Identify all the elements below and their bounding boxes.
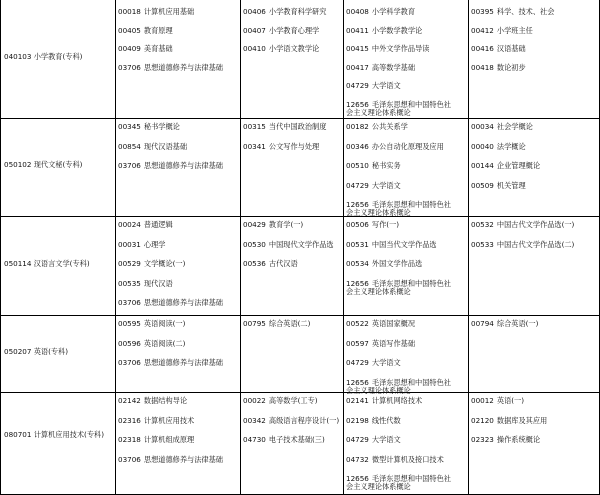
course-name: 教育原理 (143, 25, 173, 35)
course-name: 高级语言程序设计(一) (268, 415, 340, 425)
course-code: 02316 (118, 415, 141, 425)
course-name: 公共关系学 (371, 122, 408, 131)
course-name: 现代汉语 (143, 278, 173, 288)
course-code: 00417 (346, 62, 369, 72)
course-entry (471, 64, 526, 72)
course-name: 写作(一) (371, 220, 400, 229)
course-entry (346, 340, 415, 348)
column-divider (0, 0, 1, 495)
course-code: 00182 (346, 122, 369, 131)
course-entry (471, 123, 533, 131)
course-entry (471, 221, 574, 229)
course-entry (118, 417, 194, 425)
course-code: 00346 (346, 141, 369, 151)
course-name: 秘书实务 (371, 161, 401, 170)
course-name: 美育基础 (143, 44, 173, 53)
course-code: 02141 (346, 396, 369, 405)
course-name: 机关管理 (496, 180, 526, 190)
course-name: 英语写作基础 (371, 338, 416, 348)
course-code: 00034 (471, 122, 494, 131)
course-code: 12656 (346, 278, 369, 288)
program-name: 040103 小学教育(专科) (4, 52, 83, 61)
course-name: 高等数学基础 (371, 62, 416, 72)
course-entry (243, 123, 326, 131)
row-divider (0, 315, 600, 316)
course-entry (118, 221, 173, 229)
course-code: 00531 (346, 239, 369, 249)
course-name: 思想道德修养与法律基础 (143, 454, 223, 464)
course-code: 00012 (471, 396, 494, 405)
course-name: 数论初步 (496, 62, 526, 72)
course-entry (471, 27, 533, 35)
course-code: 00412 (471, 25, 494, 35)
course-entry (471, 436, 540, 444)
course-code: 12656 (346, 474, 369, 483)
course-code: 00506 (346, 220, 369, 229)
course-name: 英语阅读(二) (143, 338, 186, 348)
course-name: 当代中国政治制度 (268, 122, 327, 131)
course-name: 高等数学(工专) (268, 396, 318, 405)
course-entry (118, 456, 223, 464)
course-entry (118, 397, 187, 405)
course-code: 03706 (118, 454, 141, 464)
column-divider (115, 0, 116, 495)
course-code: 02323 (471, 435, 494, 444)
column-divider (343, 0, 344, 495)
course-code: 00534 (346, 259, 369, 268)
course-name: 中国古代文学作品选(二) (496, 239, 575, 249)
course-entry (471, 8, 554, 16)
course-code: 00342 (243, 415, 266, 425)
course-entry (243, 417, 343, 425)
course-name: 电子技术基础(三) (268, 435, 325, 444)
course-name: 大学语文 (371, 180, 401, 190)
course-entry (471, 143, 526, 151)
course-entry (471, 241, 574, 249)
course-code: 00018 (118, 7, 141, 16)
course-entry (118, 143, 187, 151)
course-name: 大学语文 (371, 81, 401, 90)
program-name: 080701 计算机应用技术(专科) (4, 430, 105, 439)
course-name: 微型计算机及接口技术 (371, 454, 444, 464)
course-entry (243, 241, 343, 249)
course-code: 03706 (118, 358, 141, 367)
course-code: 00408 (346, 7, 369, 16)
course-name: 英语阅读(一) (143, 319, 186, 328)
course-code: 00409 (118, 44, 141, 53)
course-name: 公文写作与处理 (268, 141, 320, 151)
course-entry (243, 320, 310, 328)
course-entry (118, 280, 173, 288)
course-entry (118, 162, 223, 170)
course-code: 00595 (118, 319, 141, 328)
course-code: 00416 (471, 44, 494, 53)
course-name: 现代汉语基础 (143, 141, 188, 151)
course-name: 操作系统概论 (496, 435, 541, 444)
course-name: 中国古代文学作品选(一) (496, 220, 575, 229)
program-name: 050114 汉语言文学(专科) (4, 258, 90, 268)
course-code: 00596 (118, 338, 141, 348)
course-entry (346, 417, 401, 425)
program-name: 050207 英语(专科) (4, 346, 69, 356)
course-entry (346, 221, 399, 229)
course-code: 00315 (243, 122, 266, 131)
course-code: 04729 (346, 435, 369, 444)
course-code: 00535 (118, 278, 141, 288)
course-code: 00022 (243, 396, 266, 405)
course-entry (346, 82, 401, 90)
course-code: 02318 (118, 435, 141, 444)
course-code: 00429 (243, 220, 266, 229)
course-entry (243, 260, 298, 268)
course-code: 00411 (346, 25, 369, 35)
course-code: 00395 (471, 7, 494, 16)
program-name: 050102 现代文秘(专科) (4, 160, 83, 169)
course-name: 社会学概论 (496, 122, 533, 131)
course-entry (346, 456, 444, 464)
course-name: 科学、技术、社会 (496, 7, 555, 16)
course-entry (243, 45, 319, 53)
course-code: 04729 (346, 180, 369, 190)
course-entry (346, 123, 408, 131)
course-code: 00532 (471, 220, 494, 229)
course-name: 法学概论 (496, 141, 526, 151)
course-name: 大学语文 (371, 358, 401, 367)
course-entry (346, 436, 401, 444)
course-entry (118, 241, 165, 249)
course-name: 线性代数 (371, 415, 401, 425)
course-entry (346, 101, 454, 118)
row-divider (0, 118, 600, 119)
course-name: 思想道德修养与法律基础 (143, 358, 223, 367)
course-entry (346, 379, 454, 396)
row-divider (0, 392, 600, 393)
course-name: 外国文学作品选 (371, 259, 423, 268)
course-entry (118, 299, 223, 307)
course-name: 计算机组成原理 (143, 435, 195, 444)
course-code: 03706 (118, 161, 141, 170)
course-entry (471, 320, 538, 328)
course-entry (471, 45, 526, 53)
course-entry (346, 45, 429, 53)
course-code: 00530 (243, 239, 266, 249)
course-entry (118, 436, 194, 444)
course-name: 英语国家概况 (371, 319, 416, 328)
course-entry (243, 221, 303, 229)
course-name: 计算机应用基础 (143, 7, 195, 16)
course-entry (243, 27, 319, 35)
course-entry (243, 8, 326, 16)
course-name: 古代汉语 (268, 259, 298, 268)
course-code: 02120 (471, 415, 494, 425)
course-name: 毛泽东思想和中国特色社会主义理论体系概论 (346, 377, 451, 395)
course-name: 综合英语(二) (268, 319, 311, 328)
course-code: 00144 (471, 161, 494, 170)
course-name: 中国现代文学作品选 (268, 239, 334, 249)
course-name: 小学班主任 (496, 25, 533, 35)
course-code: 04729 (346, 358, 369, 367)
course-code: 00024 (118, 220, 141, 229)
course-code: 00406 (243, 7, 266, 16)
course-entry (471, 182, 526, 190)
course-entry (346, 475, 454, 492)
course-code: 00795 (243, 319, 266, 328)
column-divider (240, 0, 241, 495)
course-code: 02142 (118, 396, 141, 405)
course-code: 00529 (118, 259, 141, 268)
course-name: 小学教育心理学 (268, 25, 320, 35)
course-name: 中外文学作品导读 (371, 44, 430, 53)
course-name: 毛泽东思想和中国特色社会主义理论体系概论 (346, 200, 451, 218)
course-name: 教育学(一) (268, 220, 304, 229)
course-entry (346, 241, 437, 249)
course-code: 00407 (243, 25, 266, 35)
course-code: 03706 (118, 62, 141, 72)
course-entry (243, 436, 343, 444)
row-divider (0, 216, 600, 217)
course-name: 中国当代文学作品选 (371, 239, 437, 249)
course-code: 00341 (243, 141, 266, 151)
course-entry (346, 27, 422, 35)
course-entry (346, 359, 401, 367)
course-entry (118, 359, 223, 367)
course-entry (346, 260, 422, 268)
course-name: 综合英语(一) (496, 319, 539, 328)
course-name: 心理学 (143, 239, 166, 249)
course-code: 00510 (346, 161, 369, 170)
course-code: 00854 (118, 141, 141, 151)
course-entry (118, 340, 185, 348)
course-code: 04730 (243, 435, 266, 444)
course-code: 04729 (346, 81, 369, 90)
course-code: 00410 (243, 44, 266, 53)
course-name: 办公自动化原理及应用 (371, 141, 444, 151)
course-name: 汉语基础 (496, 44, 526, 53)
course-name: 数据库及其应用 (496, 415, 548, 425)
course-name: 英语(一) (496, 396, 525, 405)
course-entry (346, 143, 444, 151)
course-code: 00597 (346, 338, 369, 348)
course-name: 毛泽东思想和中国特色社会主义理论体系概论 (346, 99, 451, 117)
course-entry (118, 260, 185, 268)
course-name: 小学教育科学研究 (268, 7, 327, 16)
course-code: 02198 (346, 415, 369, 425)
course-entry (346, 320, 415, 328)
course-entry (346, 64, 415, 72)
course-name: 思想道德修养与法律基础 (143, 298, 223, 307)
course-name: 思想道德修养与法律基础 (143, 62, 223, 72)
course-entry (346, 162, 401, 170)
course-entry (346, 397, 422, 405)
course-code: 12656 (346, 377, 369, 387)
course-code: 12656 (346, 99, 369, 109)
course-name: 小学科学教育 (371, 7, 416, 16)
course-entry (346, 182, 401, 190)
course-entry (471, 417, 547, 425)
course-name: 计算机网络技术 (371, 396, 423, 405)
course-entry (243, 143, 319, 151)
course-code: 00522 (346, 319, 369, 328)
course-entry (118, 27, 173, 35)
course-code: 00418 (471, 62, 494, 72)
course-name: 计算机应用技术 (143, 415, 195, 425)
course-code: 00415 (346, 44, 369, 53)
course-name: 文学概论(一) (143, 259, 186, 268)
course-code: 00405 (118, 25, 141, 35)
course-entry (346, 8, 415, 16)
course-code: 00040 (471, 141, 494, 151)
course-name: 毛泽东思想和中国特色社会主义理论体系概论 (346, 474, 451, 492)
course-code: 12656 (346, 200, 369, 209)
column-divider (468, 0, 469, 495)
course-entry (118, 45, 173, 53)
course-code: 00536 (243, 259, 266, 268)
course-name: 普通逻辑 (143, 220, 173, 229)
course-code: 00533 (471, 239, 494, 249)
course-name: 毛泽东思想和中国特色社会主义理论体系概论 (346, 278, 451, 296)
course-code: 00345 (118, 122, 141, 131)
course-entry (471, 397, 524, 405)
course-entry (471, 162, 540, 170)
course-entry (118, 123, 180, 131)
course-code: 04732 (346, 454, 369, 464)
course-name: 企业管理概论 (496, 161, 541, 170)
course-name: 数据结构导论 (143, 396, 188, 405)
course-code: 03706 (118, 298, 141, 307)
course-name: 小学语文教学论 (268, 44, 320, 53)
course-entry (118, 8, 194, 16)
course-name: 思想道德修养与法律基础 (143, 161, 223, 170)
course-name: 小学数学教学论 (371, 25, 423, 35)
course-entry (346, 201, 454, 218)
course-code: 00031 (118, 239, 141, 249)
course-entry (243, 397, 318, 405)
course-entry (118, 320, 185, 328)
course-entry (118, 64, 223, 72)
course-name: 秘书学概论 (143, 122, 180, 131)
course-code: 00509 (471, 180, 494, 190)
course-name: 大学语文 (371, 435, 401, 444)
course-code: 00794 (471, 319, 494, 328)
course-entry (346, 280, 454, 297)
